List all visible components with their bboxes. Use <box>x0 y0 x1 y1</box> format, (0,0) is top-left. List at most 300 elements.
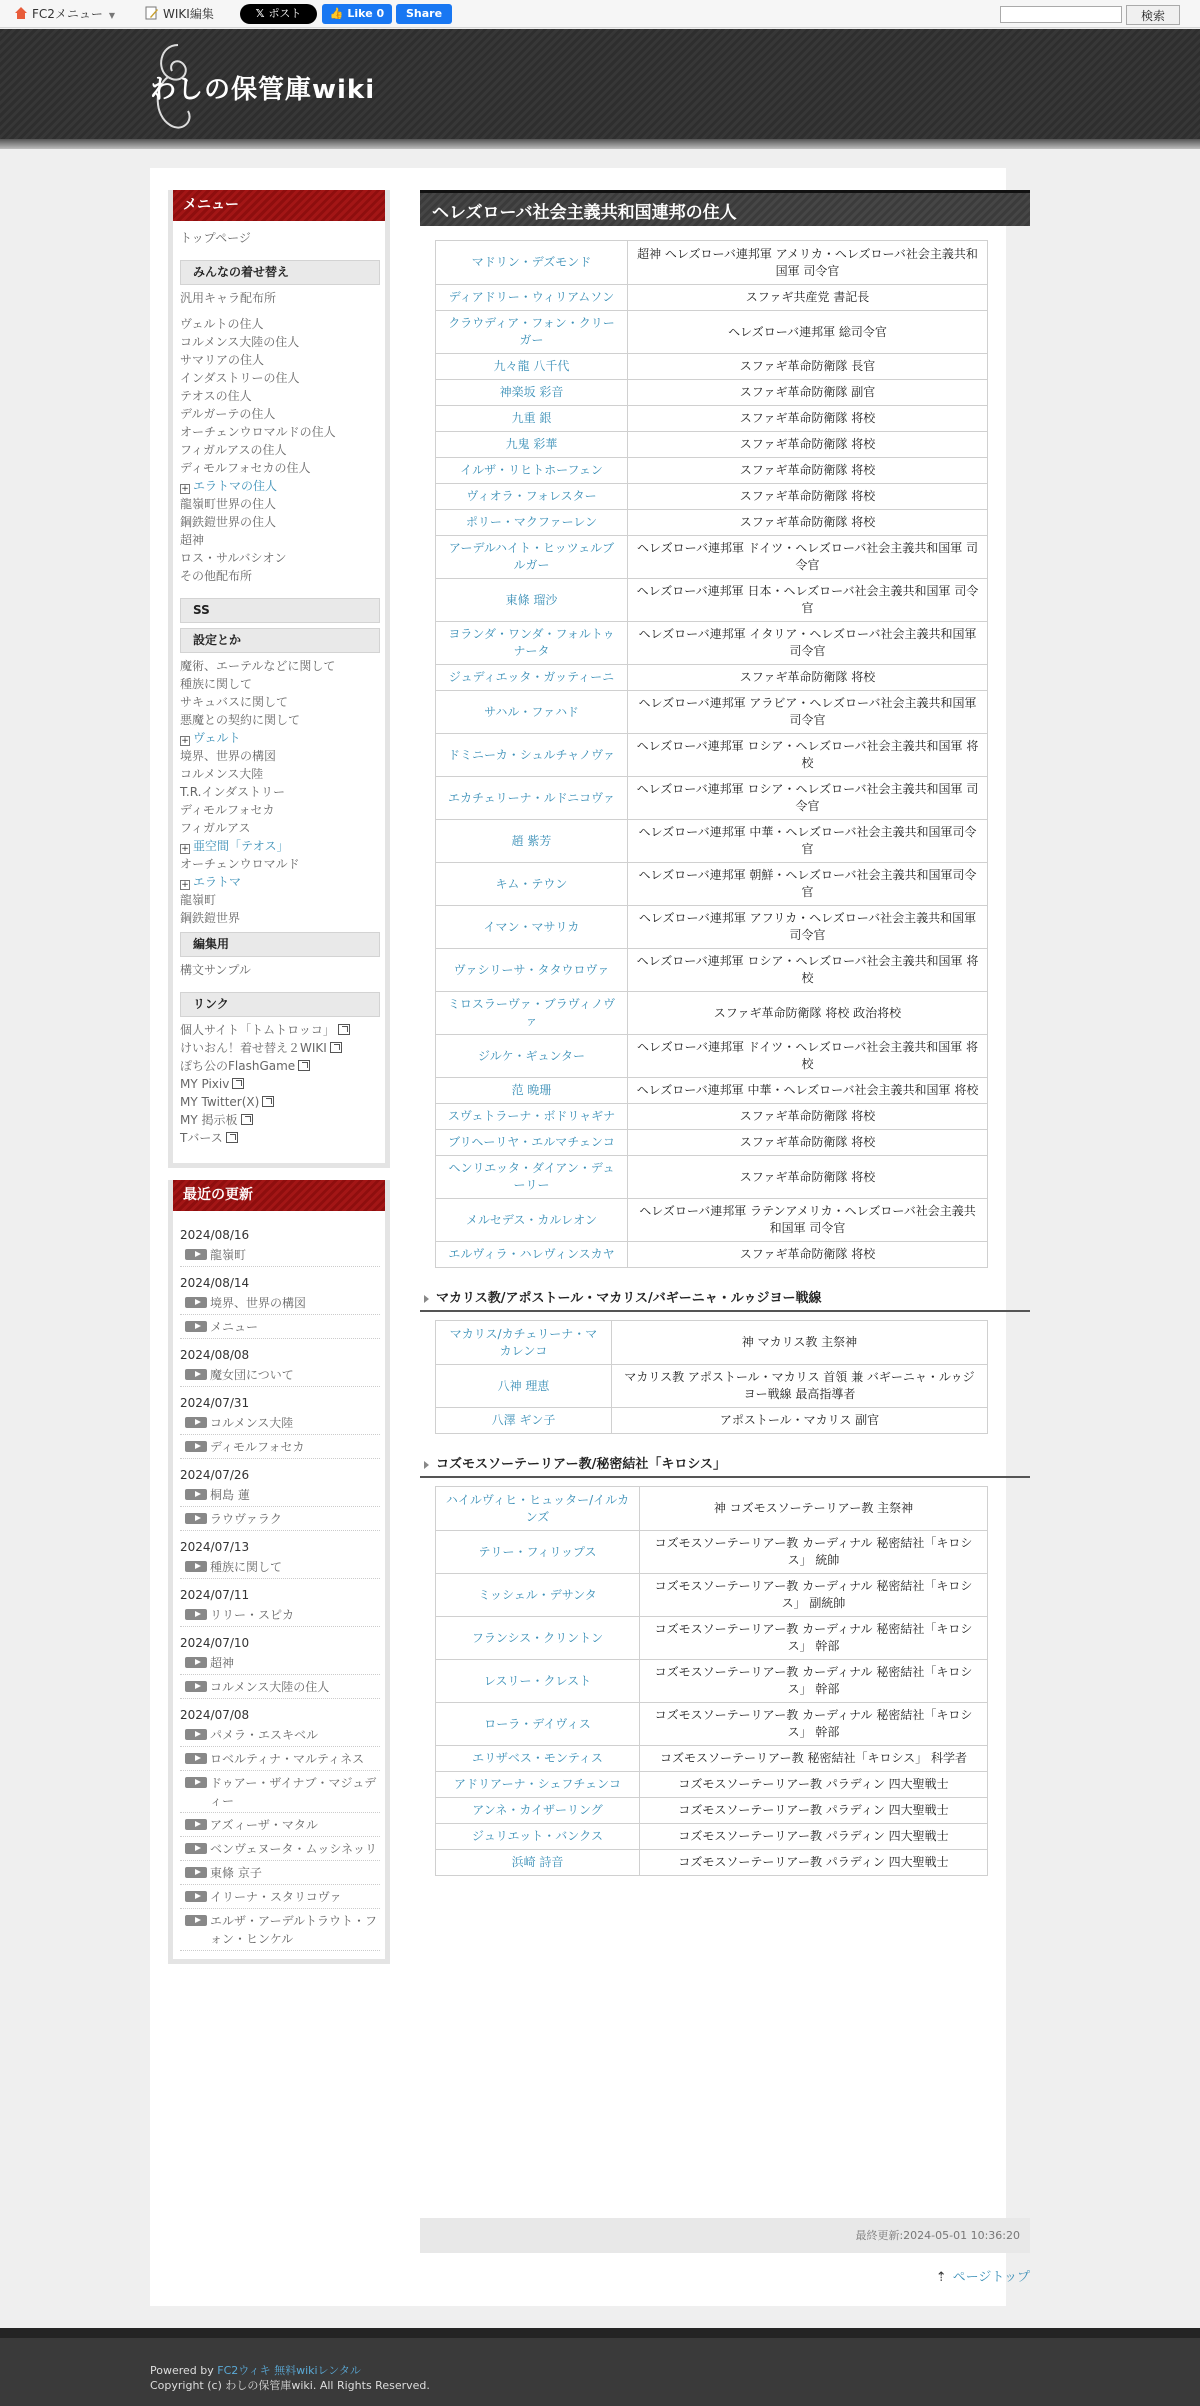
character-name-link[interactable]: ミッシェル・デサンタ <box>436 1574 640 1617</box>
character-description: スファギ共産党 書記長 <box>628 285 988 311</box>
table-row <box>436 510 988 536</box>
sidebar-link[interactable] <box>180 1129 380 1147</box>
sidebar-link[interactable] <box>180 855 380 873</box>
character-name-link[interactable]: 東條 瑠沙 <box>436 579 628 622</box>
sidebar-item-erathma[interactable] <box>180 477 380 495</box>
sidebar-link-label: サマリアの住人 <box>180 353 265 367</box>
sidebar-link-label: MY 掲示板 <box>180 1113 238 1127</box>
character-name-link[interactable]: 浜崎 詩音 <box>436 1850 640 1876</box>
sidebar-item-label: ヴェルト <box>193 731 241 745</box>
sidebar-link-label: サキュバスに関して <box>180 695 289 709</box>
table-row <box>436 1487 988 1531</box>
facebook-like-button[interactable] <box>322 4 392 24</box>
recent-item-label: ロベルティナ・マルティネス <box>210 1752 365 1766</box>
table-row <box>436 1824 988 1850</box>
sidebar-link[interactable] <box>180 1075 380 1093</box>
settings-list-4 <box>180 891 380 927</box>
sidebar-link[interactable] <box>180 819 380 837</box>
character-name-link[interactable]: 范 晩珊 <box>436 1078 628 1104</box>
table-row <box>436 1242 988 1268</box>
sidebar-link-label: 構文サンプル <box>180 963 251 977</box>
table-row <box>436 1617 988 1660</box>
recent-item[interactable] <box>180 1747 380 1771</box>
section-heading-makaris: マカリス教/アポストール・マカリス/バギーニャ・ルゥジヨー戦線 <box>420 1290 1030 1312</box>
character-name-link[interactable]: ローラ・デイヴィス <box>436 1703 640 1746</box>
table-row <box>436 691 988 734</box>
table-row <box>436 311 988 354</box>
sidebar-link-label: テオスの住人 <box>180 389 252 403</box>
character-name-link[interactable]: イルザ・リヒトホーフェン <box>436 458 628 484</box>
arrow-right-icon <box>185 1561 207 1572</box>
recent-item[interactable] <box>180 1243 380 1267</box>
character-description: ヘレズローバ連邦軍 ロシア・ヘレズローバ社会主義共和国軍 将校 <box>628 949 988 992</box>
character-name-link[interactable]: エカチェリーナ・ルドニコヴァ <box>436 777 628 820</box>
page-top-label: ページトップ <box>952 2270 1030 2285</box>
character-name-link[interactable]: 八澤 ギン子 <box>436 1408 612 1434</box>
character-name-link[interactable]: テリー・フィリップス <box>436 1531 640 1574</box>
copyright-text: Copyright (c) わしの保管庫wiki. All Rights Reserved. <box>150 2379 430 2392</box>
character-name-link[interactable]: サハル・ファハド <box>436 691 628 734</box>
recent-item[interactable] <box>180 1483 380 1507</box>
sidebar-link[interactable] <box>180 351 380 369</box>
external-link-icon <box>226 1132 238 1143</box>
table-row <box>436 1850 988 1876</box>
table-row <box>436 863 988 906</box>
sidebar-link-label: 悪魔との契約に関して <box>180 713 301 727</box>
sidebar-link[interactable] <box>180 657 380 675</box>
character-description: ヘレズローバ連邦軍 アラビア・ヘレズローバ社会主義共和国軍 司令官 <box>628 691 988 734</box>
character-name-link[interactable]: ヴィオラ・フォレスター <box>436 484 628 510</box>
table-row <box>436 777 988 820</box>
section-heading-kosmos: コズモスソーテーリアー教/秘密結社「キロシス」 <box>420 1456 1030 1478</box>
sidebar-link[interactable] <box>180 441 380 459</box>
table-row <box>436 241 988 285</box>
sidebar-item-velt[interactable] <box>180 729 380 747</box>
sidebar-link-label: インダストリーの住人 <box>180 371 300 385</box>
character-name-link[interactable]: クラウディア・フォン・クリーガー <box>436 311 628 354</box>
site-footer <box>0 2328 1200 2406</box>
character-name-link[interactable]: マカリス/カチェリーナ・マカレンコ <box>436 1321 612 1365</box>
links-list <box>180 1021 380 1147</box>
sidebar-link[interactable] <box>180 423 380 441</box>
table-row <box>436 1035 988 1078</box>
table-row <box>436 484 988 510</box>
x-post-label: ポスト <box>268 7 302 20</box>
recent-item[interactable] <box>180 1363 380 1387</box>
recent-item-label: ラウヴァラク <box>210 1512 282 1526</box>
sidebar-section-settings: 設定とか <box>180 628 380 653</box>
sidebar-link[interactable] <box>180 405 380 423</box>
character-description: コズモスソーテーリアー教 カーディナル 秘密結社「キロシス」 副統帥 <box>640 1574 988 1617</box>
sidebar-link-label: その他配布所 <box>180 569 253 583</box>
sidebar-link[interactable] <box>180 333 380 351</box>
home-icon <box>14 6 28 20</box>
character-description: スファギ革命防衛隊 長官 <box>628 354 988 380</box>
arrow-right-icon <box>185 1441 207 1452</box>
page-top-link[interactable] <box>930 2266 1030 2285</box>
wiki-edit-label: WIKI編集 <box>163 7 214 21</box>
edit-list <box>180 961 380 979</box>
recent-updates-box <box>168 1180 390 1964</box>
menu-box <box>168 190 390 1168</box>
recent-date: 2024/07/31 <box>180 1396 250 1410</box>
arrow-right-icon <box>185 1321 207 1332</box>
character-name-link[interactable]: アドリアーナ・シェフチェンコ <box>436 1772 640 1798</box>
settings-list-3 <box>180 855 380 873</box>
sidebar-item-teos[interactable] <box>180 837 380 855</box>
recent-item-label: 魔女団について <box>210 1368 294 1382</box>
sidebar-link[interactable] <box>180 891 380 909</box>
table-row <box>436 1104 988 1130</box>
sidebar-link[interactable] <box>180 1039 380 1057</box>
table-row <box>436 1531 988 1574</box>
sidebar-link-label: MY Pixiv <box>180 1077 230 1091</box>
settings-list <box>180 657 380 729</box>
character-description: ヘレズローバ連邦軍 ラテンアメリカ・ヘレズローバ社会主義共和国軍 司令官 <box>628 1199 988 1242</box>
character-description: スファギ革命防衛隊 将校 <box>628 484 988 510</box>
last-updated-bar <box>420 2218 1030 2253</box>
recent-item-label: コルメンス大陸 <box>210 1416 294 1430</box>
table-row <box>436 354 988 380</box>
sidebar-link-label: T.R.インダストリー <box>180 785 285 799</box>
character-name-link[interactable]: レスリー・クレスト <box>436 1660 640 1703</box>
character-name-link[interactable]: ヨランダ・ワンダ・フォルトゥナータ <box>436 622 628 665</box>
site-title[interactable]: わしの保管庫wiki <box>150 75 376 105</box>
sidebar-link-label: MY Twitter(X) <box>180 1095 260 1109</box>
character-description: ヘレズローバ連邦軍 ドイツ・ヘレズローバ社会主義共和国軍 将校 <box>628 1035 988 1078</box>
character-name-link[interactable]: 神楽坂 彩音 <box>436 380 628 406</box>
edit-icon <box>145 6 159 20</box>
character-name-link[interactable]: ハイルヴィヒ・ヒュッター/イルカンズ <box>436 1487 640 1531</box>
sidebar-link-label: ディモルフォセカ <box>180 803 275 817</box>
recent-item[interactable] <box>180 1555 380 1579</box>
expand-plus-icon[interactable]: + <box>181 484 189 494</box>
facebook-share-button[interactable] <box>396 4 452 24</box>
sidebar-link-label: 種族に関して <box>180 677 253 691</box>
arrow-up-icon: ⇡ <box>935 2270 947 2285</box>
character-description: ヘレズローバ連邦軍 ロシア・ヘレズローバ社会主義共和国軍 司令官 <box>628 777 988 820</box>
character-name-link[interactable]: フランシス・クリントン <box>436 1617 640 1660</box>
table-row <box>436 1156 988 1199</box>
expand-plus-icon[interactable]: + <box>181 880 189 890</box>
table-row <box>436 949 988 992</box>
character-name-link[interactable]: ジュディエッタ・ガッティーニ <box>436 665 628 691</box>
sidebar-link[interactable] <box>180 459 380 477</box>
external-link-icon <box>241 1114 253 1125</box>
character-description: スファギ革命防衛隊 将校 <box>628 1130 988 1156</box>
recent-item-label: 超神 <box>210 1656 235 1670</box>
table-row <box>436 1660 988 1703</box>
character-name-link[interactable]: 九々龍 八千代 <box>436 354 628 380</box>
sidebar-link-label: 鋼鉄鎧世界 <box>180 911 241 925</box>
character-name-link[interactable]: エリザベス・モンティス <box>436 1746 640 1772</box>
recent-item[interactable] <box>180 1723 380 1747</box>
sidebar-link-label: ディモルフォセカの住人 <box>180 461 311 475</box>
character-description: ヘレズローバ連邦軍 中華・ヘレズローバ社会主義共和国軍司令官 <box>628 820 988 863</box>
sidebar-link-label: 個人サイト「トムトロッコ」 <box>180 1023 335 1037</box>
sidebar-item-label: エラトマ <box>193 875 242 889</box>
character-description: アポストール・マカリス 副官 <box>612 1408 988 1434</box>
character-description: スファギ革命防衛隊 将校 <box>628 406 988 432</box>
external-link-icon <box>330 1042 342 1053</box>
powered-link[interactable]: FC2ウィキ 無料wikiレンタル <box>217 2364 361 2377</box>
sidebar-link-label: ヴェルトの住人 <box>180 317 264 331</box>
recent-updates-title: 最近の更新 <box>173 1180 385 1211</box>
sidebar-link[interactable] <box>180 1093 380 1111</box>
fc2-menu-button[interactable] <box>14 4 115 24</box>
table-row <box>436 820 988 863</box>
sidebar <box>168 190 390 1980</box>
recent-item[interactable] <box>180 1837 380 1861</box>
sidebar-link[interactable] <box>180 387 380 405</box>
character-description: コズモスソーテーリアー教 パラディン 四大聖戦士 <box>640 1850 988 1876</box>
character-name-link[interactable]: ジルケ・ギュンター <box>436 1035 628 1078</box>
character-name-link[interactable]: ミロスラーヴァ・ブラヴィノヴァ <box>436 992 628 1035</box>
recent-item-label: 東條 京子 <box>210 1866 262 1880</box>
sidebar-link[interactable] <box>180 315 380 333</box>
recent-item-label: リリー・スピカ <box>210 1608 295 1622</box>
character-name-link[interactable]: アンネ・カイザーリング <box>436 1798 640 1824</box>
sidebar-link[interactable] <box>180 675 380 693</box>
recent-item-label: パメラ・エスキベル <box>210 1728 319 1742</box>
external-link-icon <box>298 1060 310 1071</box>
character-description: ヘレズローバ連邦軍 イタリア・ヘレズローバ社会主義共和国軍 司令官 <box>628 622 988 665</box>
chevron-down-icon: ▼ <box>108 11 116 20</box>
main-wrapper <box>150 168 1030 2306</box>
sidebar-item-erathma-2[interactable] <box>180 873 380 891</box>
character-name-link[interactable]: ブリヘーリヤ・エルマチェンコ <box>436 1130 628 1156</box>
search-input[interactable] <box>1000 6 1122 23</box>
recent-date: 2024/08/16 <box>180 1228 250 1242</box>
sidebar-item-label: 亜空間「テオス」 <box>193 839 289 853</box>
recent-item-label: 境界、世界の構図 <box>210 1296 307 1310</box>
sidebar-link-label: 龍嶺町 <box>180 893 217 907</box>
powered-by <box>150 2362 361 2378</box>
arrow-right-icon <box>185 1417 207 1428</box>
character-name-link[interactable]: イマン・マサリカ <box>436 906 628 949</box>
recent-item-label: コルメンス大陸の住人 <box>210 1680 330 1694</box>
table-row <box>436 1772 988 1798</box>
fc2-toolbar <box>0 0 1200 28</box>
sidebar-link[interactable] <box>180 549 380 567</box>
fc2-menu-label: FC2メニュー <box>32 7 103 21</box>
character-description: スファギ革命防衛隊 将校 政治将校 <box>628 992 988 1035</box>
character-description: コズモスソーテーリアー教 パラディン 四大聖戦士 <box>640 1824 988 1850</box>
table-row <box>436 1365 988 1408</box>
table-row <box>436 1199 988 1242</box>
sidebar-link[interactable] <box>180 961 380 979</box>
table-row <box>436 1574 988 1617</box>
character-description: スファギ革命防衛隊 将校 <box>628 1156 988 1199</box>
menu-title: メニュー <box>173 190 385 221</box>
recent-item[interactable] <box>180 1813 380 1837</box>
recent-item-label: エルザ・アーデルトラウト・フォン・ヒンケル <box>210 1914 378 1946</box>
sidebar-link-label: 龍嶺町世界の住人 <box>180 497 277 511</box>
recent-item[interactable] <box>180 1651 380 1675</box>
sidebar-link[interactable] <box>180 567 380 585</box>
character-name-link[interactable]: ポリー・マクファーレン <box>436 510 628 536</box>
character-description: ヘレズローバ連邦軍 ロシア・ヘレズローバ社会主義共和国軍 将校 <box>628 734 988 777</box>
sidebar-link[interactable] <box>180 693 380 711</box>
character-name-link[interactable]: ヘンリエッタ・ダイアン・デューリー <box>436 1156 628 1199</box>
x-logo-icon: 𝕏 <box>255 7 265 20</box>
character-name-link[interactable]: アーデルハイト・ヒッツェルブルガー <box>436 536 628 579</box>
table-row <box>436 1798 988 1824</box>
sidebar-link[interactable] <box>180 1057 380 1075</box>
fb-like-label: Like 0 <box>347 7 385 20</box>
sidebar-link[interactable] <box>180 801 380 819</box>
table-row <box>436 285 988 311</box>
table-row <box>436 579 988 622</box>
dressup-list <box>180 289 380 307</box>
recent-item[interactable] <box>180 1291 380 1315</box>
character-name-link[interactable]: 八神 理恵 <box>436 1365 612 1408</box>
character-name-link[interactable]: ヴァシリーサ・タタウロヴァ <box>436 949 628 992</box>
table-row <box>436 1321 988 1365</box>
character-name-link[interactable]: スヴェトラーナ・ボドリャギナ <box>436 1104 628 1130</box>
recent-date: 2024/07/08 <box>180 1708 250 1722</box>
character-description: ヘレズローバ連邦軍 アフリカ・ヘレズローバ社会主義共和国軍 司令官 <box>628 906 988 949</box>
table-row <box>436 406 988 432</box>
character-description: スファギ革命防衛隊 副官 <box>628 380 988 406</box>
character-name-link[interactable]: メルセデス・カルレオン <box>436 1199 628 1242</box>
character-description: ヘレズローバ連邦軍 中華・ヘレズローバ社会主義共和国軍 将校 <box>628 1078 988 1104</box>
character-name-link[interactable]: ジュリエット・バンクス <box>436 1824 640 1850</box>
wiki-edit-button[interactable] <box>145 4 214 24</box>
sidebar-link[interactable] <box>180 1111 380 1129</box>
x-post-button[interactable] <box>240 4 317 24</box>
recent-date: 2024/08/14 <box>180 1276 250 1290</box>
character-description: ヘレズローバ連邦軍 ドイツ・ヘレズローバ社会主義共和国軍 司令官 <box>628 536 988 579</box>
recent-item-label: 桐島 蓮 <box>210 1488 250 1502</box>
recent-updates-list <box>173 1211 385 1959</box>
thumbs-up-icon: 👍 <box>329 7 344 20</box>
expand-plus-icon[interactable]: + <box>181 736 189 746</box>
sidebar-link-label: オーチェンウロマルド <box>180 857 300 871</box>
sidebar-link[interactable] <box>180 747 380 765</box>
sidebar-link-label: 鋼鉄鎧世界の住人 <box>180 515 277 529</box>
character-name-link[interactable]: 九鬼 彩華 <box>436 432 628 458</box>
character-table-helezroba <box>435 240 988 1268</box>
character-description: コズモスソーテーリアー教 パラディン 四大聖戦士 <box>640 1772 988 1798</box>
arrow-right-icon <box>185 1609 207 1620</box>
sidebar-link-label: コルメンス大陸 <box>180 767 264 781</box>
arrow-right-icon <box>185 1297 207 1308</box>
sidebar-link[interactable] <box>180 909 380 927</box>
sidebar-link[interactable] <box>180 1021 380 1039</box>
recent-item[interactable] <box>180 1411 380 1435</box>
recent-item[interactable] <box>180 1435 380 1459</box>
sidebar-link-label: 境界、世界の構図 <box>180 749 277 763</box>
arrow-right-icon <box>185 1843 207 1854</box>
arrow-right-icon <box>185 1915 207 1926</box>
recent-date: 2024/07/10 <box>180 1636 250 1650</box>
sidebar-link-label: 汎用キャラ配布所 <box>180 291 277 305</box>
sidebar-link[interactable] <box>180 369 380 387</box>
table-row <box>436 665 988 691</box>
recent-item[interactable] <box>180 1909 380 1951</box>
character-name-link[interactable]: 九重 銀 <box>436 406 628 432</box>
character-name-link[interactable]: マドリン・デズモンド <box>436 241 628 285</box>
character-name-link[interactable]: 趙 紫芳 <box>436 820 628 863</box>
sidebar-link[interactable] <box>180 495 380 513</box>
sidebar-item-label: エラトマの住人 <box>193 479 278 493</box>
sidebar-link-label: 超神 <box>180 533 205 547</box>
arrow-right-icon <box>185 1867 207 1878</box>
expand-plus-icon[interactable]: + <box>181 844 189 854</box>
sidebar-link[interactable] <box>180 711 380 729</box>
recent-item[interactable] <box>180 1885 380 1909</box>
table-row <box>436 1408 988 1434</box>
powered-prefix: Powered by <box>150 2364 218 2377</box>
arrow-right-icon <box>185 1753 207 1764</box>
character-description: スファギ革命防衛隊 将校 <box>628 458 988 484</box>
sidebar-link[interactable] <box>180 513 380 531</box>
arrow-right-icon <box>185 1819 207 1830</box>
sidebar-link-label: コルメンス大陸の住人 <box>180 335 300 349</box>
fb-share-label: Share <box>405 7 443 20</box>
sidebar-section-dressup: みんなの着せ替え <box>180 260 380 285</box>
character-table-makaris <box>435 1320 988 1434</box>
character-name-link[interactable]: エルヴィラ・ハレヴィンスカヤ <box>436 1242 628 1268</box>
character-name-link[interactable]: ドミニーカ・シュルチャノヴァ <box>436 734 628 777</box>
sidebar-link-top-page[interactable]: トップページ <box>180 231 251 245</box>
recent-item[interactable] <box>180 1507 380 1531</box>
recent-item-label: メニュー <box>210 1320 259 1334</box>
arrow-right-icon <box>185 1891 207 1902</box>
character-description: コズモスソーテーリアー教 パラディン 四大聖戦士 <box>640 1798 988 1824</box>
sidebar-link-label: フィガルアスの住人 <box>180 443 287 457</box>
character-description: 神 コズモスソーテーリアー教 主祭神 <box>640 1487 988 1531</box>
character-name-link[interactable]: ディアドリー・ウィリアムソン <box>436 285 628 311</box>
main-content <box>420 190 1030 1876</box>
external-link-icon <box>232 1078 244 1089</box>
sidebar-section-ss[interactable]: SS <box>180 598 380 623</box>
character-description: スファギ革命防衛隊 将校 <box>628 665 988 691</box>
sidebar-link[interactable] <box>180 289 380 307</box>
recent-item-label: 龍嶺町 <box>210 1248 247 1262</box>
character-description: コズモスソーテーリアー教 カーディナル 秘密結社「キロシス」 統帥 <box>640 1531 988 1574</box>
page-title: ヘレズローバ社会主義共和国連邦の住人 <box>420 190 1030 226</box>
arrow-right-icon <box>185 1489 207 1500</box>
table-row <box>436 458 988 484</box>
character-name-link[interactable]: キム・テウン <box>436 863 628 906</box>
arrow-right-icon <box>185 1657 207 1668</box>
recent-item-label: ドゥアー・ザイナブ・マジュディー <box>210 1776 377 1808</box>
character-description: マカリス教 アポストール・マカリス 首領 兼 バギーニャ・ルゥジヨー戦線 最高指導者 <box>612 1365 988 1408</box>
sidebar-link[interactable] <box>180 783 380 801</box>
world-list-2 <box>180 495 380 585</box>
sidebar-link[interactable] <box>180 531 380 549</box>
recent-date: 2024/07/11 <box>180 1588 250 1602</box>
recent-item[interactable] <box>180 1675 380 1699</box>
recent-date: 2024/07/13 <box>180 1540 250 1554</box>
arrow-right-icon <box>185 1777 207 1788</box>
recent-item[interactable] <box>180 1603 380 1627</box>
sidebar-section-links: リンク <box>180 992 380 1017</box>
arrow-right-icon <box>185 1369 207 1380</box>
recent-item[interactable] <box>180 1315 380 1339</box>
site-header <box>0 29 1200 149</box>
table-row <box>436 1746 988 1772</box>
recent-item-label: ディモルフォセカ <box>210 1440 305 1454</box>
search-button[interactable]: 検索 <box>1126 5 1180 25</box>
sidebar-link-label: ロス・サルバシオン <box>180 551 287 565</box>
recent-item[interactable] <box>180 1861 380 1885</box>
recent-item[interactable] <box>180 1771 380 1813</box>
character-description: ヘレズローバ連邦軍 日本・ヘレズローバ社会主義共和国軍 司令官 <box>628 579 988 622</box>
sidebar-link[interactable] <box>180 765 380 783</box>
